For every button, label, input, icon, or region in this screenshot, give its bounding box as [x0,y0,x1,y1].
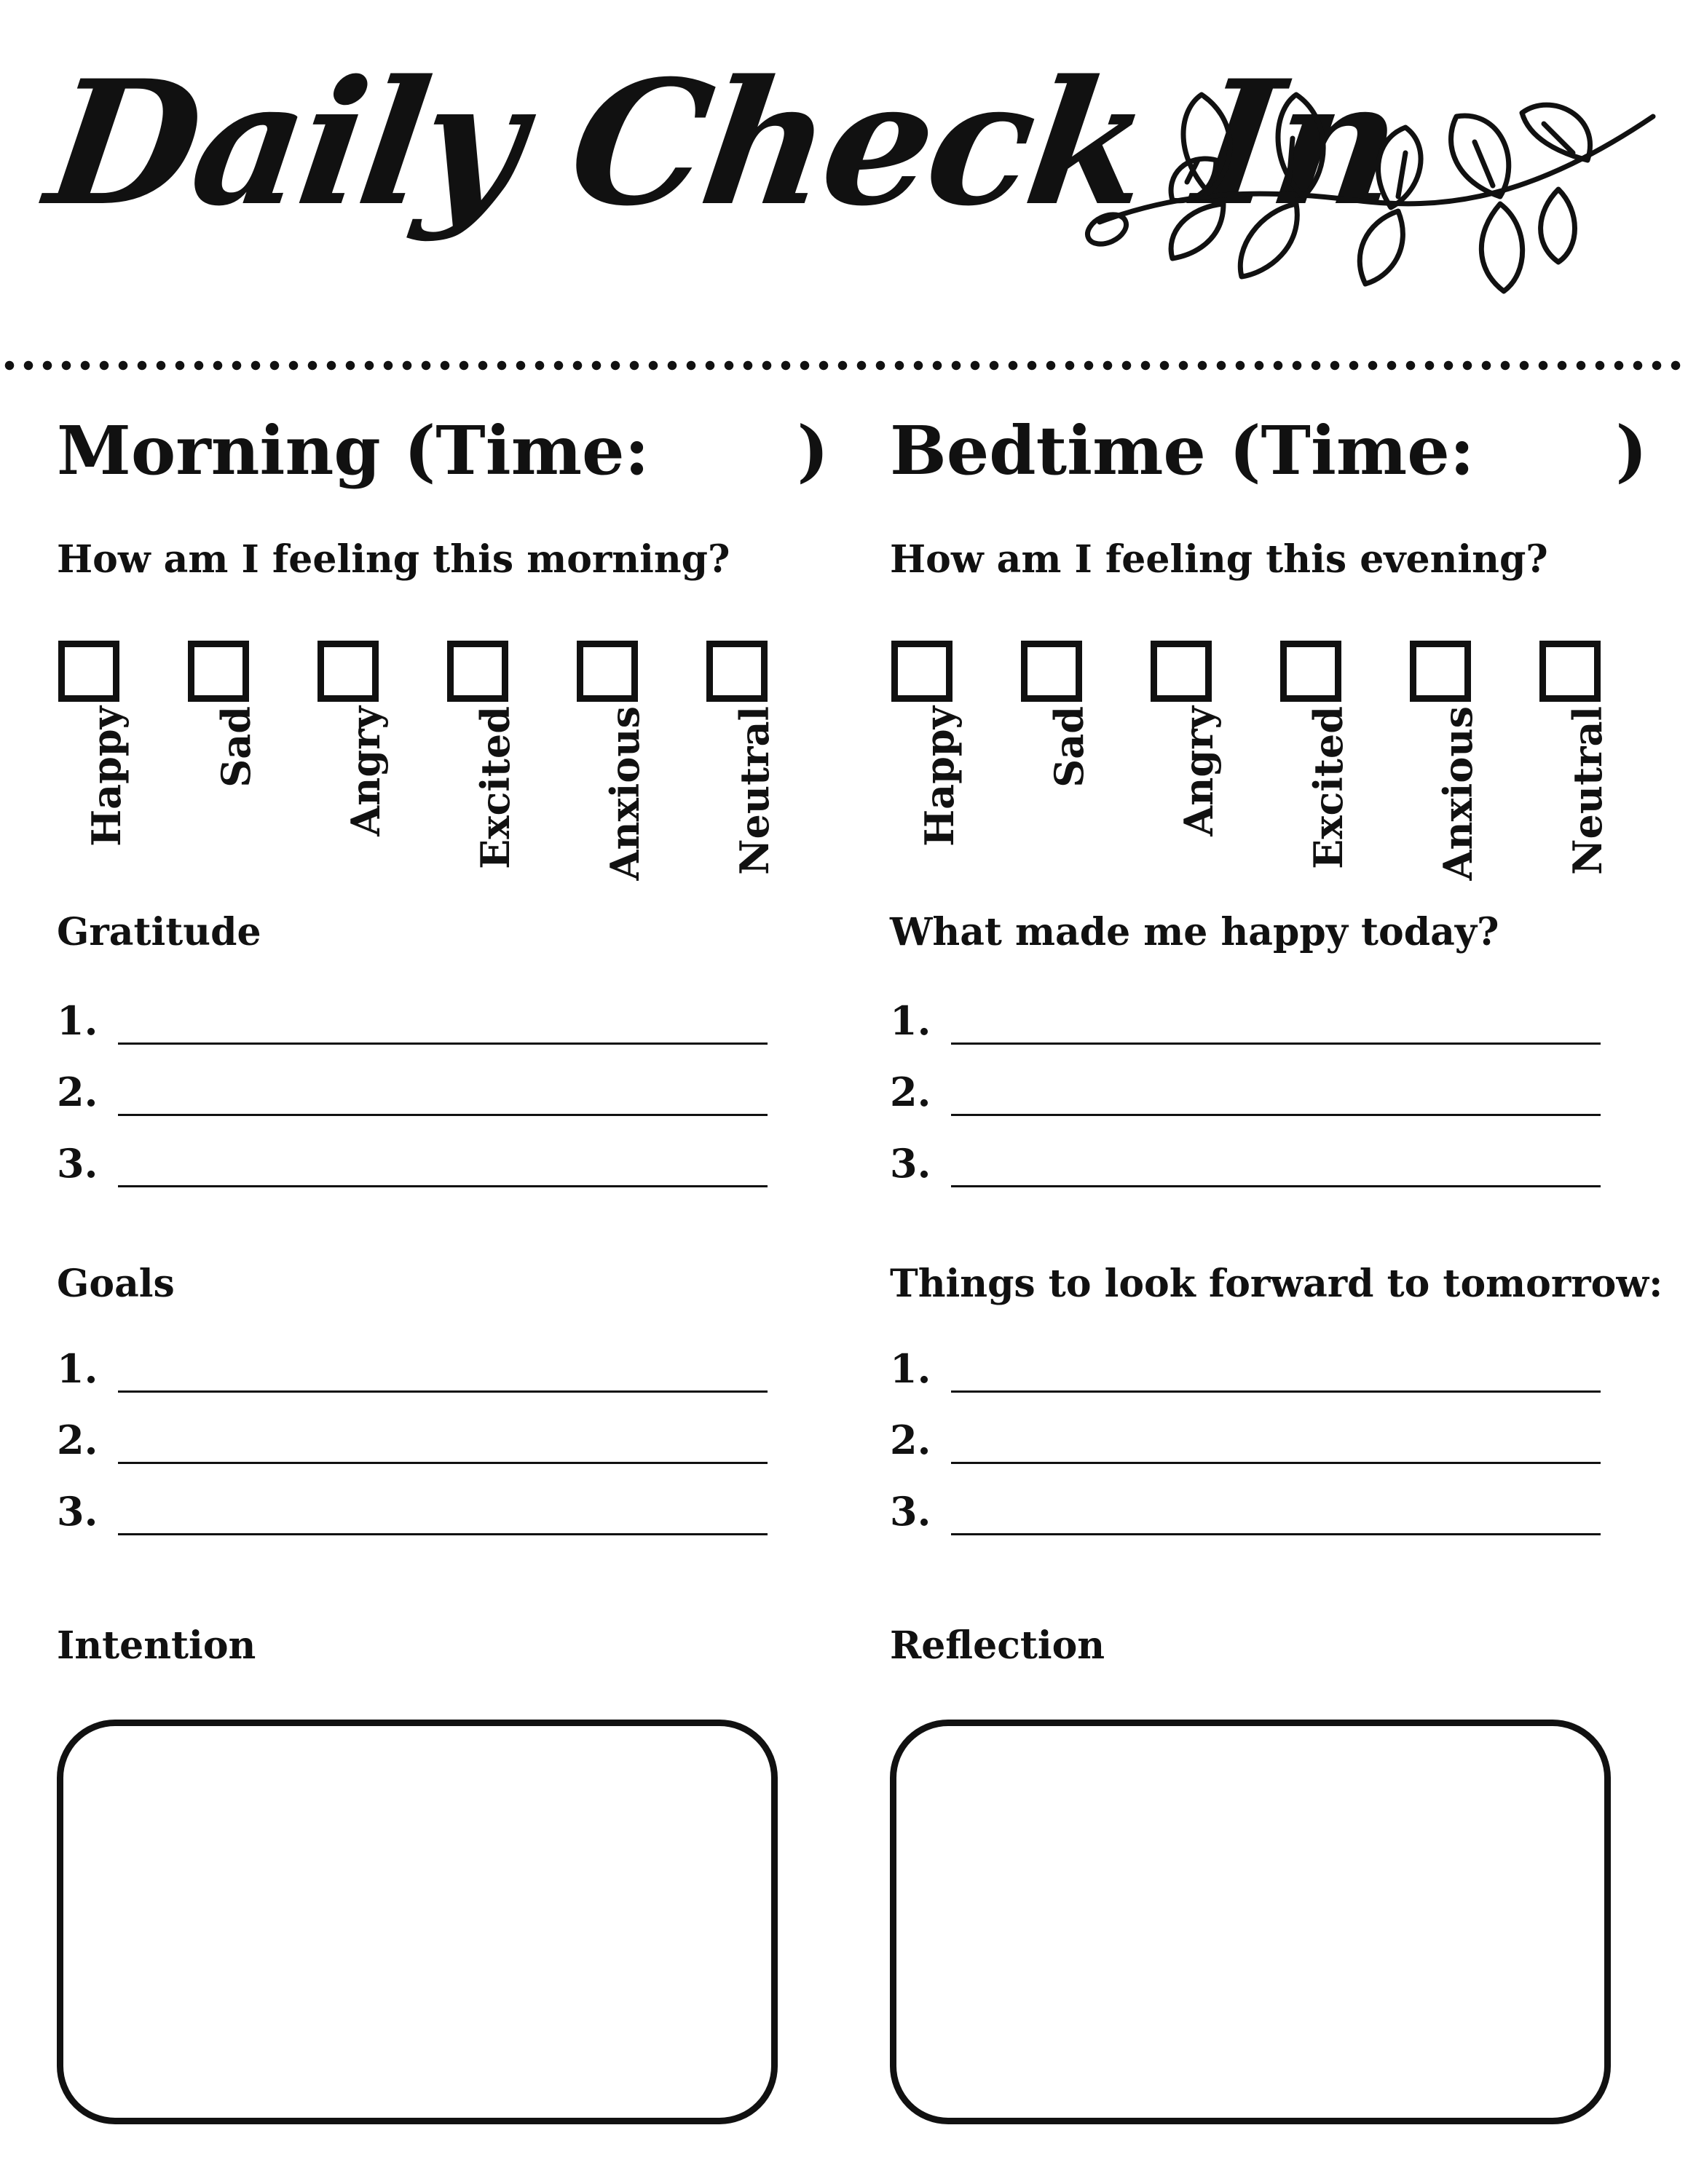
mood-option-sad[interactable] [1019,639,1151,887]
checkbox[interactable] [577,641,638,702]
write-line[interactable] [118,1042,768,1045]
list-item[interactable] [890,1417,1640,1488]
mood-label: Anxious [602,706,648,881]
page-title: Daily Check In [36,43,1409,244]
list-item[interactable] [890,1140,1640,1211]
write-line[interactable] [118,1462,768,1464]
mood-option-excited[interactable] [446,639,577,887]
leafy-vine-icon [1078,66,1660,306]
list-number: 2. [890,1069,931,1115]
mood-option-anxious[interactable] [575,639,706,887]
morning-feeling-question: How am I feeling this morning? [57,537,730,582]
write-line[interactable] [118,1533,768,1535]
checkbox[interactable] [1021,641,1082,702]
checkbox[interactable] [318,641,379,702]
mood-label: Neutral [1564,706,1611,875]
bedtime-heading-close: ) [1615,411,1647,490]
mood-option-sad[interactable] [186,639,318,887]
intention-title: Intention [57,1623,256,1668]
checkbox[interactable] [706,641,768,702]
bedtime-mood-options [890,639,1688,887]
mood-option-happy[interactable] [57,639,188,887]
mood-label: Excited [472,706,518,869]
gratitude-list [57,997,807,1211]
list-number: 1. [890,1345,931,1392]
mood-label: Sad [213,706,259,788]
bedtime-heading [890,411,1647,490]
checkbox[interactable] [58,641,119,702]
mood-label: Angry [342,706,389,836]
checkbox[interactable] [188,641,249,702]
gratitude-title: Gratitude [57,910,261,954]
mood-label: Happy [916,706,963,847]
list-number: 1. [57,1345,98,1392]
list-number: 2. [890,1417,931,1463]
list-item[interactable] [57,1488,807,1559]
goals-list [57,1345,807,1559]
write-line[interactable] [118,1114,768,1116]
list-item[interactable] [890,1488,1640,1559]
list-item[interactable] [57,1069,807,1140]
write-line[interactable] [951,1114,1601,1116]
mood-option-neutral[interactable] [705,639,836,887]
write-line[interactable] [118,1185,768,1187]
mood-label: Happy [83,706,130,847]
write-line[interactable] [118,1390,768,1393]
list-number: 3. [890,1140,931,1187]
mood-option-excited[interactable] [1279,639,1410,887]
list-number: 1. [890,997,931,1044]
mood-option-angry[interactable] [1149,639,1280,887]
mood-option-neutral[interactable] [1538,639,1669,887]
write-line[interactable] [951,1042,1601,1045]
goals-title: Goals [57,1262,175,1306]
happy-today-title: What made me happy today? [890,910,1499,954]
mood-label: Sad [1046,706,1092,788]
list-number: 2. [57,1417,98,1463]
checkbox[interactable] [1410,641,1471,702]
intention-box[interactable] [57,1720,778,2124]
list-number: 3. [57,1488,98,1535]
bedtime-heading-text: Bedtime (Time: [890,411,1475,490]
mood-label: Excited [1305,706,1352,869]
list-item[interactable] [890,1345,1640,1417]
checkbox[interactable] [891,641,953,702]
mood-label: Neutral [731,706,778,875]
mood-label: Anxious [1435,706,1481,881]
morning-heading-text: Morning (Time: [57,411,650,490]
mood-label: Angry [1175,706,1222,836]
list-item[interactable] [890,997,1640,1069]
dotted-divider [0,360,1688,371]
morning-mood-options [57,639,858,887]
morning-heading [57,411,829,490]
list-item[interactable] [57,997,807,1069]
list-item[interactable] [57,1140,807,1211]
reflection-box[interactable] [890,1720,1611,2124]
happy-today-list [890,997,1640,1211]
reflection-title: Reflection [890,1623,1105,1668]
list-item[interactable] [57,1417,807,1488]
bedtime-feeling-question: How am I feeling this evening? [890,537,1548,582]
list-item[interactable] [890,1069,1640,1140]
morning-heading-close: ) [797,411,829,490]
checkbox[interactable] [1151,641,1212,702]
write-line[interactable] [951,1390,1601,1393]
mood-option-happy[interactable] [890,639,1021,887]
checkbox[interactable] [447,641,508,702]
write-line[interactable] [951,1185,1601,1187]
write-line[interactable] [951,1533,1601,1535]
list-item[interactable] [57,1345,807,1417]
write-line[interactable] [951,1462,1601,1464]
checkbox[interactable] [1539,641,1601,702]
checkbox[interactable] [1280,641,1341,702]
mood-option-angry[interactable] [316,639,447,887]
look-forward-list [890,1345,1640,1559]
list-number: 3. [890,1488,931,1535]
list-number: 2. [57,1069,98,1115]
list-number: 3. [57,1140,98,1187]
look-forward-title: Things to look forward to tomorrow: [890,1262,1663,1306]
list-number: 1. [57,997,98,1044]
mood-option-anxious[interactable] [1408,639,1539,887]
